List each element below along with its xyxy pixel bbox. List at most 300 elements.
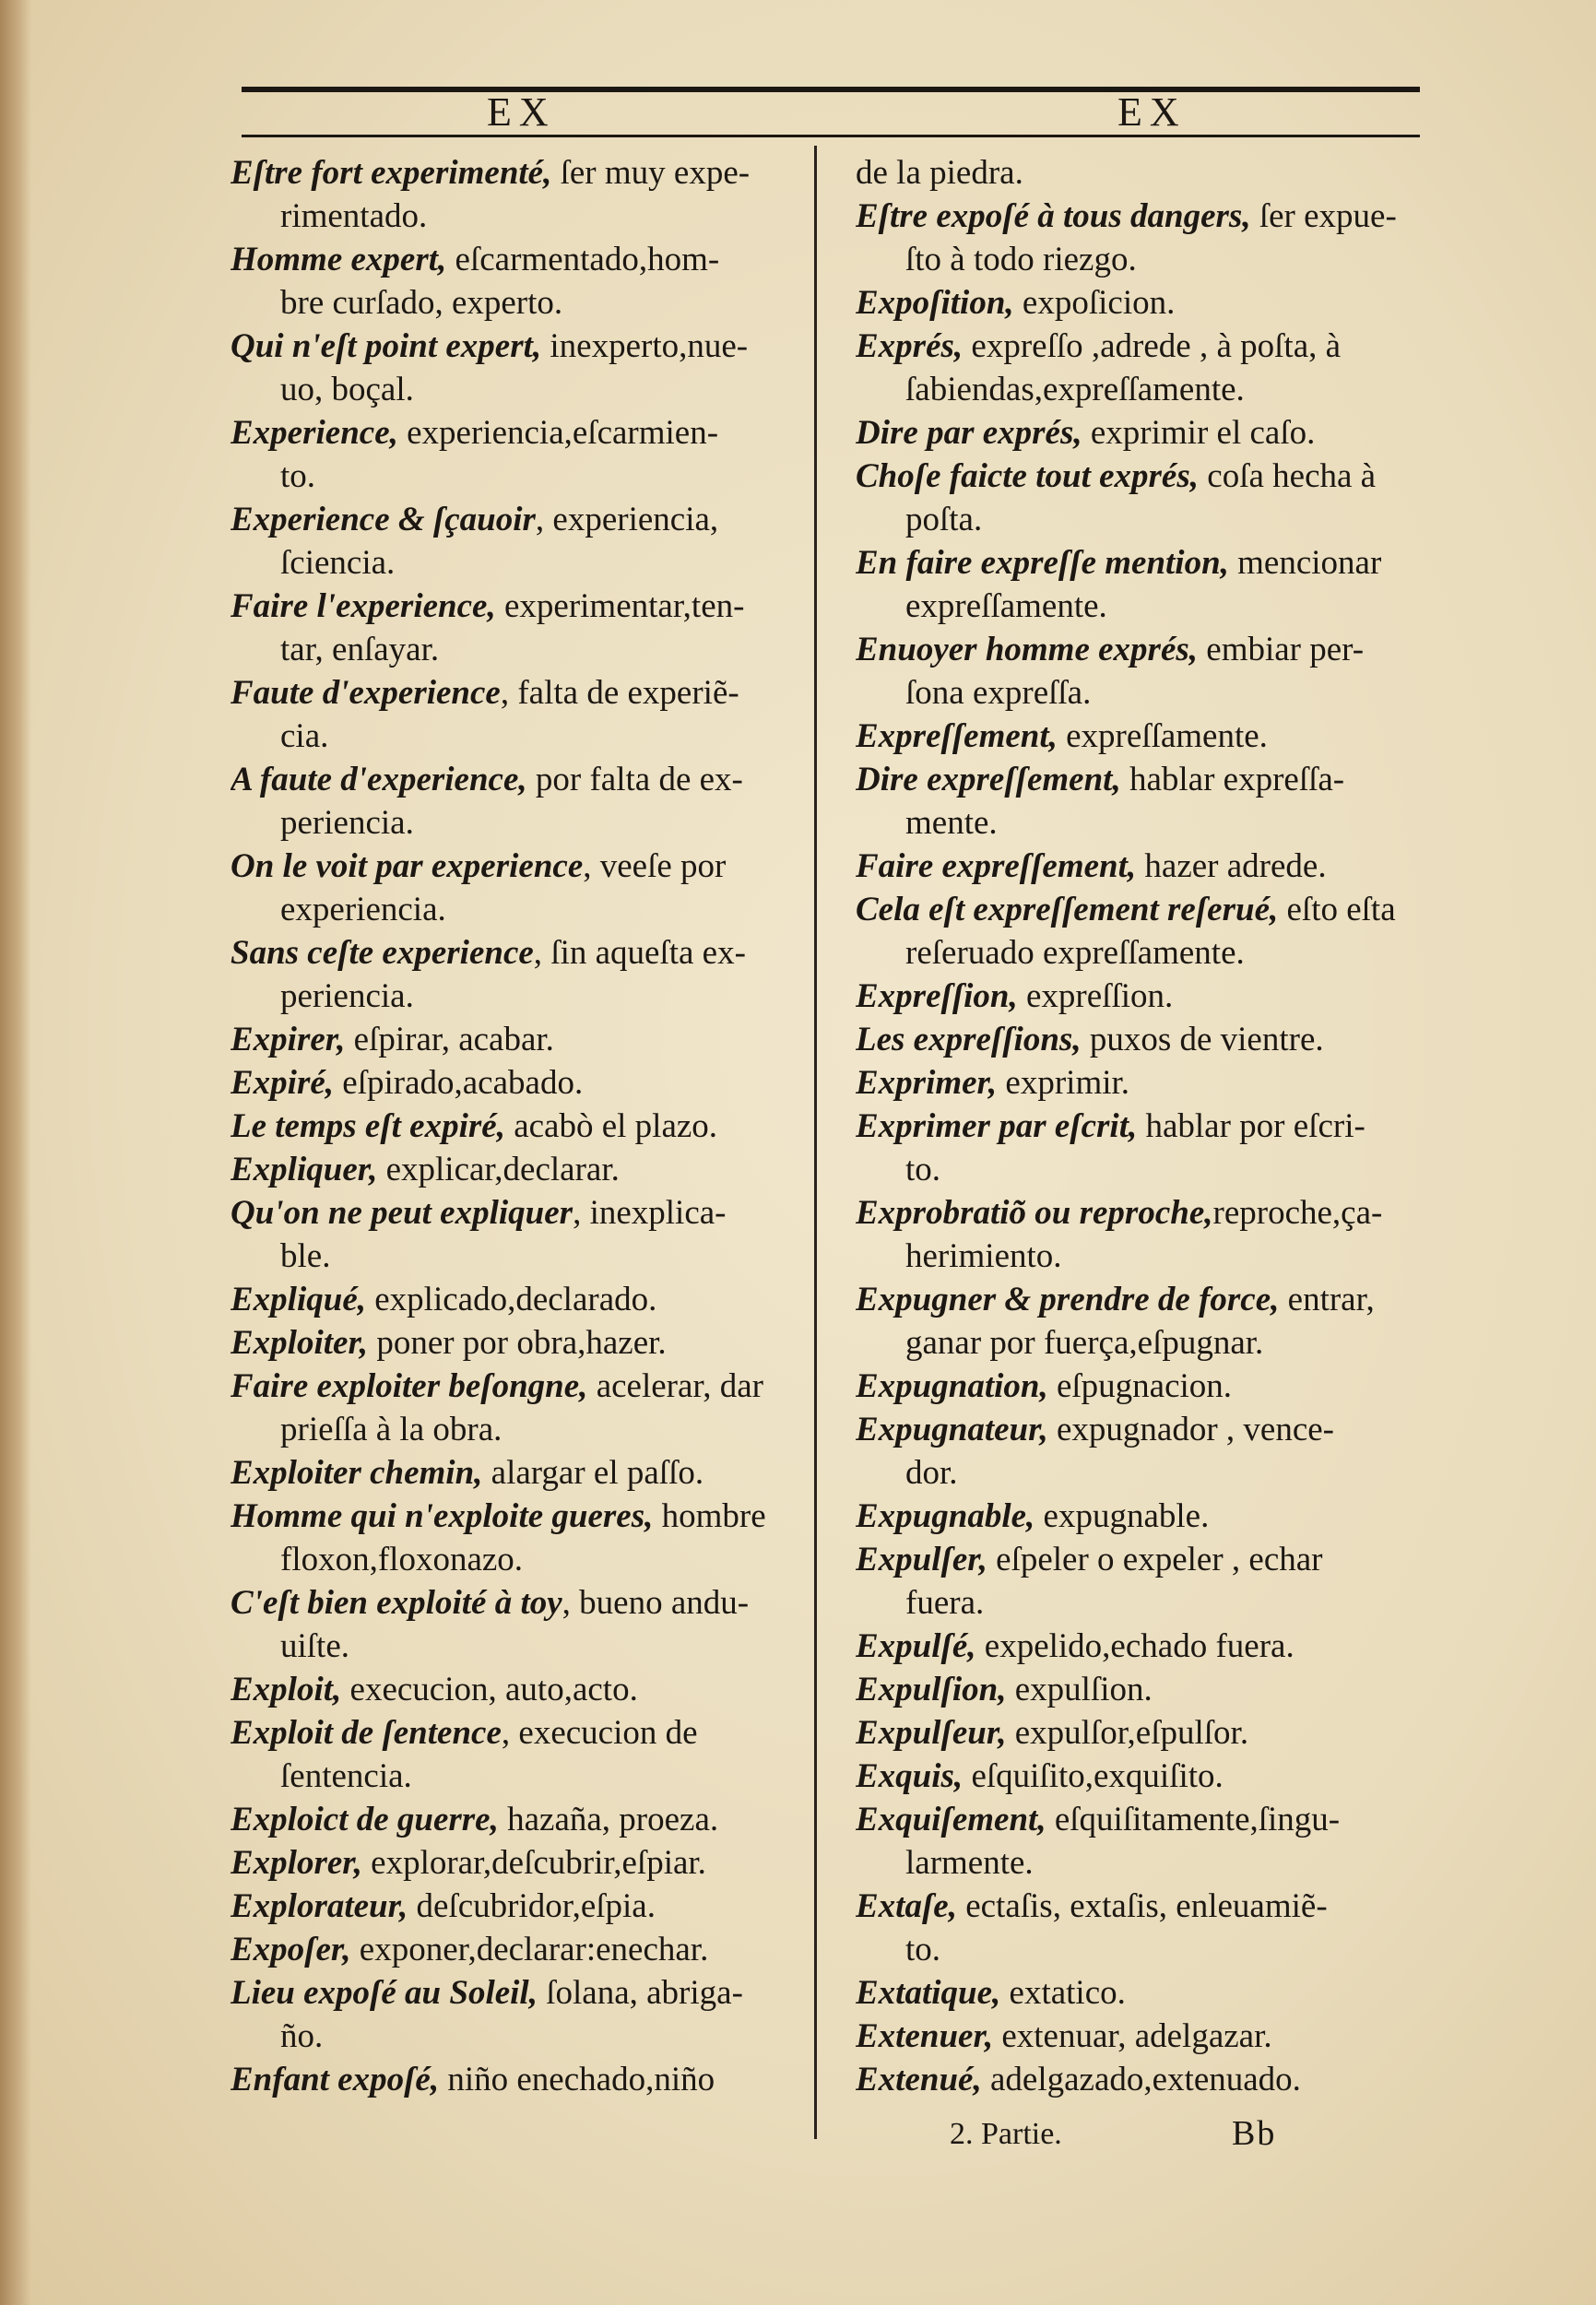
dictionary-entry	[231, 931, 804, 1018]
entry-line	[231, 628, 804, 671]
entry-line	[856, 715, 1424, 758]
dictionary-entry	[856, 715, 1424, 758]
entry-line	[856, 2058, 1424, 2101]
translation: tar, enſayar.	[280, 631, 440, 668]
entry-line	[231, 1971, 804, 2015]
dictionary-entry	[231, 411, 804, 498]
entry-line	[856, 1755, 1424, 1798]
translation: rimentado.	[280, 197, 428, 235]
translation: ſciencia.	[280, 544, 396, 582]
translation: acelerar, dar	[587, 1367, 763, 1405]
dictionary-entry	[856, 541, 1424, 628]
entry-line	[856, 585, 1424, 628]
translation: expoſicion.	[1013, 284, 1176, 322]
entry-line	[231, 1235, 804, 1278]
entry-line	[231, 1625, 804, 1668]
entry-line	[856, 1971, 1424, 2015]
signature-mark: Bb	[1232, 2114, 1277, 2153]
translation: ſolana, abriga-	[537, 1974, 743, 2012]
entry-line	[231, 1148, 804, 1191]
dictionary-entry	[856, 1668, 1424, 1711]
dictionary-entry	[856, 1971, 1424, 2015]
headword: Dire expreſſement,	[856, 761, 1121, 798]
translation: expugnador , vence-	[1047, 1411, 1334, 1448]
entry-line	[856, 1321, 1424, 1365]
translation: exprimir el caſo.	[1082, 414, 1316, 452]
headword: Faire l'experience,	[231, 587, 496, 625]
translation: cia.	[280, 717, 329, 755]
dictionary-entry	[231, 1798, 804, 1841]
translation: bre curſado, experto.	[280, 284, 563, 322]
headword: Qui n'eſt point expert,	[231, 327, 542, 365]
headword: Expreſſement,	[856, 717, 1058, 755]
translation: execucion, auto,acto.	[341, 1671, 638, 1708]
headword: Lieu expoſé au Soleil,	[231, 1974, 538, 2012]
dictionary-entry	[856, 455, 1424, 541]
entry-line	[856, 975, 1424, 1018]
dictionary-entry	[856, 1495, 1424, 1538]
translation: , experiencia,	[535, 501, 719, 538]
translation: uiſte.	[280, 1627, 350, 1665]
entry-line	[231, 585, 804, 628]
headword: Faire exploiter beſongne,	[231, 1367, 588, 1405]
headword: Expiré,	[231, 1064, 335, 1102]
headword: Expugnable,	[856, 1497, 1035, 1535]
translation: ectaſis, extaſis, enleuamiẽ-	[956, 1887, 1328, 1925]
translation: expreſſamente.	[1057, 717, 1268, 755]
translation: to.	[905, 1931, 941, 1968]
entry-line	[231, 715, 804, 758]
entry-line	[231, 801, 804, 845]
entry-line	[231, 1278, 804, 1321]
entry-line	[856, 1495, 1424, 1538]
translation: ſabiendas,expreſſamente.	[905, 371, 1245, 408]
dictionary-entry	[856, 975, 1424, 1018]
headword: Dire par exprés,	[856, 414, 1082, 452]
translation: floxon,floxonazo.	[280, 1541, 524, 1578]
headword: Eſtre fort experimenté,	[231, 154, 552, 192]
entry-line	[231, 541, 804, 585]
entry-line	[231, 1191, 804, 1235]
entry-line	[231, 1798, 804, 1841]
translation: entrar,	[1279, 1281, 1375, 1318]
entry-line	[231, 1408, 804, 1451]
translation: acabò el plazo.	[504, 1107, 718, 1145]
dictionary-entry	[856, 411, 1424, 455]
translation: , inexplica-	[573, 1194, 727, 1232]
translation: ſona expreſſa.	[905, 674, 1092, 712]
entry-line	[856, 1105, 1424, 1148]
entry-line	[231, 151, 804, 195]
dictionary-entry	[856, 845, 1424, 888]
page-binding-edge	[0, 0, 31, 2305]
dictionary-entry	[231, 1148, 804, 1191]
entry-line	[856, 1278, 1424, 1321]
dictionary-entry	[231, 151, 804, 238]
headword: Faire expreſſement,	[856, 847, 1137, 885]
headword: Expirer,	[231, 1021, 346, 1058]
headword: En faire expreſſe mention,	[856, 544, 1229, 582]
entry-line	[231, 1755, 804, 1798]
entry-line	[856, 801, 1424, 845]
entry-line	[856, 151, 1424, 195]
entry-line	[856, 1451, 1424, 1495]
translation: deſcubridor,eſpia.	[408, 1887, 656, 1925]
entry-line	[856, 541, 1424, 585]
header-rule	[242, 135, 1420, 137]
translation: dor.	[905, 1454, 958, 1492]
translation: experiencia.	[280, 891, 446, 928]
entry-line	[856, 325, 1424, 368]
headword: Expoſer,	[231, 1931, 351, 1968]
entry-line	[856, 1885, 1424, 1928]
translation: expelido,echado fuera.	[975, 1627, 1295, 1665]
translation: eſquiſitamente,ſingu-	[1046, 1801, 1341, 1838]
dictionary-entry	[231, 498, 804, 585]
translation: niño enechado,niño	[439, 2061, 715, 2098]
dictionary-entry	[856, 151, 1424, 195]
headword: Exploiter chemin,	[231, 1454, 483, 1492]
headword: Exprobratiõ ou reproche,	[856, 1194, 1213, 1232]
entry-line	[856, 1191, 1424, 1235]
dictionary-entry	[231, 1495, 804, 1581]
dictionary-entry	[856, 1625, 1424, 1668]
entry-line	[231, 1841, 804, 1885]
translation: experiencia,eſcarmien-	[397, 414, 719, 452]
translation: expulſor,eſpulſor.	[1006, 1714, 1249, 1752]
translation: ſentencia.	[280, 1757, 412, 1795]
headword: C'eſt bien exploité à toy	[231, 1584, 562, 1622]
entry-line	[231, 1365, 804, 1408]
dictionary-entry	[856, 1105, 1424, 1191]
dictionary-entry	[231, 1711, 804, 1798]
entry-line	[231, 498, 804, 541]
entry-line	[856, 1018, 1424, 1061]
dictionary-entry	[856, 325, 1424, 411]
translation: expulſion.	[1006, 1671, 1153, 1708]
headword: Expliquer,	[231, 1151, 378, 1188]
translation: expreſſion.	[1017, 977, 1174, 1015]
dictionary-entry	[231, 1581, 804, 1668]
headword: Expoſition,	[856, 284, 1014, 322]
entry-line	[856, 671, 1424, 715]
headword: Explorer,	[231, 1844, 362, 1882]
left-column	[231, 151, 804, 2101]
dictionary-entry	[231, 1105, 804, 1148]
translation: inexperto,nue-	[541, 327, 749, 365]
translation: extenuar, adelgazar.	[993, 2017, 1272, 2055]
entry-line	[856, 1148, 1424, 1191]
entry-line	[856, 368, 1424, 411]
dictionary-entry	[856, 1538, 1424, 1625]
headword: Choſe faicte tout exprés,	[856, 457, 1200, 495]
dictionary-entry	[231, 758, 804, 845]
dictionary-entry	[231, 1365, 804, 1451]
translation: poſta.	[905, 501, 983, 538]
translation: , bueno andu-	[562, 1584, 750, 1622]
dictionary-entry	[856, 1755, 1424, 1798]
translation: eſto eſta	[1278, 891, 1396, 928]
headword: Qu'on ne peut expliquer	[231, 1194, 573, 1232]
translation: coſa hecha à	[1199, 457, 1377, 495]
headword: Exprés,	[856, 327, 964, 365]
entry-line	[856, 845, 1424, 888]
translation: ſto à todo riezgo.	[905, 241, 1137, 278]
translation: de la piedra.	[856, 154, 1023, 192]
entry-line	[231, 671, 804, 715]
headword: Expulſion,	[856, 1671, 1007, 1708]
dictionary-entry	[231, 585, 804, 671]
translation: expreſſo ,adrede , à poſta, à	[963, 327, 1342, 365]
dictionary-entry	[856, 1061, 1424, 1105]
headword: Exquiſement,	[856, 1801, 1046, 1838]
dictionary-entry	[856, 1408, 1424, 1495]
translation: eſpugnacion.	[1047, 1367, 1233, 1405]
translation: mente.	[905, 804, 998, 842]
entry-line	[231, 1928, 804, 1971]
entry-line	[856, 1711, 1424, 1755]
entry-line	[231, 975, 804, 1018]
headword: Expugnation,	[856, 1367, 1048, 1405]
entry-line	[856, 1581, 1424, 1625]
translation: to.	[280, 457, 316, 495]
running-head-right: EX	[1117, 89, 1187, 135]
dictionary-entry	[856, 1711, 1424, 1755]
headword: Cela eſt expreſſement reſerué,	[856, 891, 1279, 928]
dictionary-entry	[856, 758, 1424, 845]
translation: explorar,deſcubrir,eſpiar.	[361, 1844, 706, 1882]
entry-line	[856, 498, 1424, 541]
translation: , veeſe por	[583, 847, 727, 885]
entry-line	[231, 281, 804, 325]
entry-line	[231, 845, 804, 888]
headword: Extenuer,	[856, 2017, 994, 2055]
translation: ſer muy expe-	[551, 154, 751, 192]
entry-line	[231, 1581, 804, 1625]
headword: Explorateur,	[231, 1887, 408, 1925]
entry-line	[856, 411, 1424, 455]
translation: periencia.	[280, 804, 414, 842]
dictionary-entry	[231, 1321, 804, 1365]
entry-line	[856, 1061, 1424, 1105]
translation: , execucion de	[501, 1714, 698, 1752]
dictionary-entry	[856, 281, 1424, 325]
dictionary-entry	[856, 1798, 1424, 1885]
entry-line	[231, 1711, 804, 1755]
translation: eſquiſito,exquiſito.	[963, 1757, 1224, 1795]
translation: eſpirar, acabar.	[345, 1021, 554, 1058]
translation: , ſin aqueſta ex-	[533, 934, 746, 972]
entry-line	[231, 1451, 804, 1495]
dictionary-entry	[231, 1061, 804, 1105]
entry-line	[231, 325, 804, 368]
entry-line	[231, 1321, 804, 1365]
dictionary-entry	[231, 325, 804, 411]
headword: Exploit de ſentence	[231, 1714, 502, 1752]
translation: reſeruado expreſſamente.	[905, 934, 1245, 972]
entry-line	[231, 2015, 804, 2058]
entry-line	[856, 888, 1424, 931]
translation: extatico.	[1000, 1974, 1126, 2012]
translation: embiar per-	[1198, 631, 1365, 668]
headword: Enuoyer homme exprés,	[856, 631, 1199, 668]
dictionary-entry	[231, 2058, 804, 2101]
entry-line	[856, 455, 1424, 498]
dictionary-entry	[231, 845, 804, 931]
translation: expreſſamente.	[905, 587, 1107, 625]
translation: explicar,declarar.	[377, 1151, 620, 1188]
translation: puxos de vientre.	[1081, 1021, 1324, 1058]
headword: Experience & ſçauoir	[231, 501, 536, 538]
entry-line	[856, 1928, 1424, 1971]
entry-line	[231, 1018, 804, 1061]
translation: fuera.	[905, 1584, 985, 1622]
dictionary-entry	[231, 1451, 804, 1495]
translation: exprimir.	[997, 1064, 1130, 1102]
translation: ble.	[280, 1237, 331, 1275]
entry-line	[856, 1365, 1424, 1408]
entry-line	[231, 368, 804, 411]
dictionary-entry	[856, 2058, 1424, 2101]
entry-line	[856, 1538, 1424, 1581]
translation: hombre	[653, 1497, 766, 1535]
entry-line	[231, 1668, 804, 1711]
dictionary-entry	[856, 1191, 1424, 1278]
running-head-left: EX	[487, 89, 556, 135]
entry-line	[231, 1885, 804, 1928]
dictionary-entry	[856, 1278, 1424, 1365]
dictionary-entry	[231, 671, 804, 758]
dictionary-entry	[856, 628, 1424, 715]
headword: Faute d'experience	[231, 674, 501, 712]
entry-line	[856, 1235, 1424, 1278]
dictionary-entry	[856, 2015, 1424, 2058]
translation: explicado,declarado.	[366, 1281, 657, 1318]
entry-line	[856, 1408, 1424, 1451]
translation: hablar por eſcri-	[1137, 1107, 1365, 1145]
translation: poner por obra,hazer.	[368, 1324, 667, 1362]
translation: eſcarmentado,hom-	[446, 241, 720, 278]
entry-line	[231, 455, 804, 498]
headword: Extaſe,	[856, 1887, 957, 1925]
headword: Experience,	[231, 414, 398, 452]
entry-line	[856, 931, 1424, 975]
headword: Expliqué,	[231, 1281, 366, 1318]
translation: adelgazado,extenuado.	[981, 2061, 1301, 2098]
headword: Expreſſion,	[856, 977, 1018, 1015]
entry-line	[856, 628, 1424, 671]
entry-line	[231, 888, 804, 931]
headword: Extatique,	[856, 1974, 1001, 2012]
headword: Le temps eſt expiré,	[231, 1107, 505, 1145]
dictionary-entry	[856, 888, 1424, 975]
translation: periencia.	[280, 977, 414, 1015]
translation: eſpirado,acabado.	[334, 1064, 584, 1102]
dictionary-entry	[231, 1841, 804, 1885]
headword: Expugner & prendre de force,	[856, 1281, 1280, 1318]
translation: hablar expreſſa-	[1120, 761, 1345, 798]
entry-line	[856, 195, 1424, 238]
entry-line	[231, 2058, 804, 2101]
dictionary-entry	[856, 1018, 1424, 1061]
translation: mencionar	[1228, 544, 1382, 582]
translation: ño.	[280, 2017, 324, 2055]
footer-part: 2. Partie.	[950, 2117, 1062, 2151]
dictionary-entry	[231, 1971, 804, 2058]
headword: Eſtre expoſé à tous dangers,	[856, 197, 1251, 235]
headword: Extenué,	[856, 2061, 982, 2098]
translation: expugnable.	[1034, 1497, 1210, 1535]
translation: experimentar,ten-	[495, 587, 745, 625]
dictionary-entry	[231, 1885, 804, 1928]
headword: A faute d'experience,	[231, 761, 527, 798]
entry-line	[231, 1495, 804, 1538]
headword: Enfant expoſé,	[231, 2061, 440, 2098]
headword: Exquis,	[856, 1757, 964, 1795]
entry-line	[231, 195, 804, 238]
entry-line	[856, 1625, 1424, 1668]
entry-line	[856, 2015, 1424, 2058]
translation: por falta de ex-	[526, 761, 743, 798]
headword: Expulſé,	[856, 1627, 976, 1665]
entry-line	[231, 758, 804, 801]
headword: Exprimer,	[856, 1064, 998, 1102]
dictionary-entry	[231, 238, 804, 325]
entry-line	[231, 1061, 804, 1105]
translation: eſpeler o expeler , echar	[987, 1541, 1323, 1578]
headword: Homme qui n'exploite gueres,	[231, 1497, 654, 1535]
translation: exponer,declarar:enechar.	[350, 1931, 709, 1968]
translation: to.	[905, 1151, 941, 1188]
translation: prieſſa à la obra.	[280, 1411, 502, 1448]
dictionary-entry	[231, 1928, 804, 1971]
headword: Les expreſſions,	[856, 1021, 1082, 1058]
headword: Exprimer par eſcrit,	[856, 1107, 1138, 1145]
dictionary-entry	[856, 195, 1424, 281]
headword: Exploict de guerre,	[231, 1801, 499, 1838]
dictionary-entry	[231, 1278, 804, 1321]
headword: Expugnateur,	[856, 1411, 1048, 1448]
entry-line	[856, 1798, 1424, 1841]
entry-line	[856, 1668, 1424, 1711]
headword: On le voit par experience	[231, 847, 584, 885]
top-rule	[242, 87, 1420, 92]
entry-line	[231, 1105, 804, 1148]
column-divider	[814, 146, 817, 2139]
entry-line	[231, 238, 804, 281]
dictionary-entry	[231, 1191, 804, 1278]
headword: Exploiter,	[231, 1324, 369, 1362]
translation: alargar el paſſo.	[482, 1454, 704, 1492]
entry-line	[856, 758, 1424, 801]
entry-line	[231, 931, 804, 975]
entry-line	[856, 238, 1424, 281]
right-column	[856, 151, 1424, 2101]
translation: ganar por fuerça,eſpugnar.	[905, 1324, 1264, 1362]
headword: Homme expert,	[231, 241, 447, 278]
translation: hazer adrede.	[1136, 847, 1327, 885]
headword: Exploit,	[231, 1671, 342, 1708]
headword: Expulſer,	[856, 1541, 987, 1578]
translation: , falta de experiẽ-	[500, 674, 739, 712]
dictionary-entry	[856, 1885, 1424, 1971]
translation: ſer expue-	[1250, 197, 1397, 235]
entry-line	[231, 1538, 804, 1581]
dictionary-entry	[231, 1018, 804, 1061]
entry-line	[856, 1841, 1424, 1885]
headword: Expulſeur,	[856, 1714, 1007, 1752]
translation: herimiento.	[905, 1237, 1062, 1275]
